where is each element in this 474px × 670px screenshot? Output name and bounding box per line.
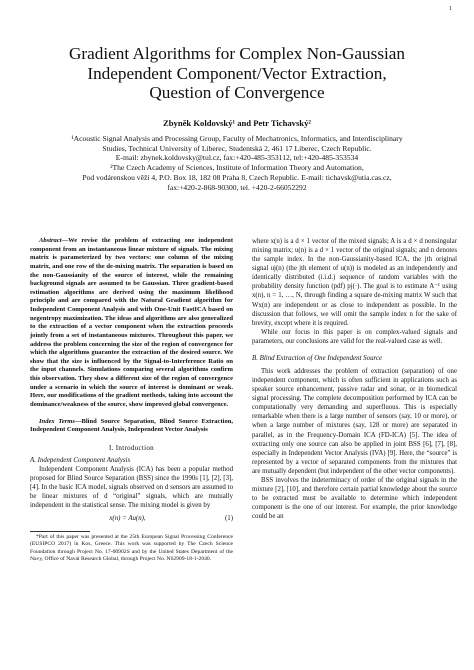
title-line: Independent Component/Vector Extraction, <box>87 63 387 83</box>
equation-row <box>30 514 233 523</box>
affiliation-line: E-mail: zbynek.koldovsky@tul.cz, fax:+420-485-353112, tel:+420-485-353534 <box>115 153 359 163</box>
page-number: 1 <box>449 6 452 12</box>
paper-title <box>20 44 454 103</box>
abstract <box>30 237 233 410</box>
subsection-heading: A. Independent Component Analysis <box>30 456 131 464</box>
subsection-heading: B. Blind Extraction of One Independent Source <box>252 354 383 362</box>
affiliation-line: ¹Acoustic Signal Analysis and Processing Group, Faculty of Mechatronics, Informatics, and Interdisciplinary <box>71 134 403 143</box>
abstract-body: —We revise the problem of extracting one independent component from an instantaneous linear mixture of signals. The mixing matrix is parameterized by two vectors: one column of the mixing matrix, and one row of the de-mixing matrix. The separation is based on the non-Gaussianity of the source of interest, while the remaining background signals are assumed to be Gaussian. Three gradient-based estimation algorithms are derived using the maximum likelihood principle and are compared with the Natural Gradient algorithm for Independent Component Analysis and with One-Unit FastICA based on negentropy maximization. The ideas and algorithms are also generalized to the extraction of a vector component when the extraction proceeds jointly from a set of instantaneous mixtures. Throughout this paper, we address the problem concerning the size of the region of convergence for which the algorithms guarantee the extraction of the desired source. We show that the size is influenced by the Signal-to-Interference Ratio on the input channels. Simulations comparing several algorithms confirm this observation. They show a different size of the region of convergence under a scenario in which the source of interest is dominant or weak. Here, our modifications of the gradient methods, taking into account the dominance/weakness of the source, show improved global convergence. <box>30 237 233 408</box>
body-paragraph: BSS involves the indeterminacy of order of the original signals in the mixture [2], [10], and therefore certain partial knowledge about the source to be extracted must be available to determine which independent component is the one of our interest. For example, the prior knowledge could be an <box>252 476 457 521</box>
left-column <box>30 237 233 563</box>
index-terms <box>30 418 233 435</box>
affiliation-line: Studies, Technical University of Liberec, Studentská 2, 461 17 Liberec, Czech Republic. <box>102 143 372 153</box>
footnote-rule <box>30 531 90 532</box>
right-column <box>252 237 457 521</box>
affiliation-line: ²The Czech Academy of Sciences, Institute of Information Theory and Automation, <box>110 163 364 173</box>
section-heading: I. Introduction <box>109 443 154 452</box>
body-paragraph: Independent Component Analysis (ICA) has been a popular method proposed for Blind Source Separation (BSS) since the 1990s [1], [2], [3], [4]. In the basic ICA model, signals observed on d sensors are assumed to be linear mixtures of d “original” signals, which are mutually independent in the statistical sense. The mixing model is given by <box>30 465 233 510</box>
index-terms-label: Index Terms <box>39 417 75 425</box>
body-paragraph: where x(n) is a d × 1 vector of the mixed signals; A is a d × d nonsingular mixing matrix; u(n) is a d × 1 vector of the original signals; and n denotes the sample index. In the non-Gaussianity-based ICA, the jth original signal uj(n) (the jth element of u(n)) is modeled as an independently and identically distributed (i.i.d.) sequence of random variables with the probability density function (pdf) pj(·). The goal is to estimate A⁻¹ using x(n), n = 1, …, N, through finding a square de-mixing matrix W such that Wx(n) are independent or as close to independent as possible. In the discussion that follows, we will omit the sample index n for the sake of brevity, except where it is required. <box>252 238 457 327</box>
authors: Zbyněk Koldovský¹ and Petr Tichavský² <box>163 118 311 128</box>
equation-number: (1) <box>225 515 233 523</box>
abstract-label: Abstract <box>39 237 62 244</box>
footnote: *Part of this paper was presented at the 25th European Signal Processing Conference (EUSIPCO 2017) in Kos, Greece. This work was supported by The Czech Science Foundation through Project No. 17-00902S and by the United States Department of the Navy, Office of Naval Research Global, through Project No. N62909-18-1-2040. <box>30 534 233 562</box>
affiliation-line: Pod vodárenskou věží 4, P.O. Box 18, 182 08 Praha 8, Czech Republic. E-mail: tichavsk@utia.cas.cz, <box>82 172 392 182</box>
title-line: Gradient Algorithms for Complex Non-Gaussian <box>68 44 406 63</box>
title-line: Question of Convergence <box>149 83 325 102</box>
equation: x(n) = Au(n), <box>109 515 146 523</box>
index-terms-body: —Blind Source Separation, Blind Source Extraction, Independent Component Analysis, Independent Vector Analysis <box>30 417 233 434</box>
body-paragraph: While our focus in this paper is on complex-valued signals and parameters, our conclusions are valid for the real-valued case as well. <box>252 328 457 345</box>
body-paragraph: This work addresses the problem of extraction (separation) of one independent component, which is often sufficient in applications such as speaker source enhancement, passive radar and sonar, or in biomedical signal processing. The complete decomposition performed by ICA can be computationally very demanding and superfluous. This is especially remarkable when there is a large number of sensors (say, 10 or more), or when a large number of mixtures (say, 128 or more) are separated in parallel, as in the Frequency-Domain ICA (FD-ICA) [5]. The idea of extracting only one source can also be applied in joint BSS [6], [7], [8], especially in Independent Vector Analysis (IVA) [9]. Here, the “source” is represented by a vector of separated components from the mixtures that are mutually dependent (but independent of the other vector components). <box>252 368 457 475</box>
affiliations <box>20 134 454 192</box>
affiliation-line: fax:+420-2-868-90300, tel. +420-2-66052292 <box>167 182 307 192</box>
